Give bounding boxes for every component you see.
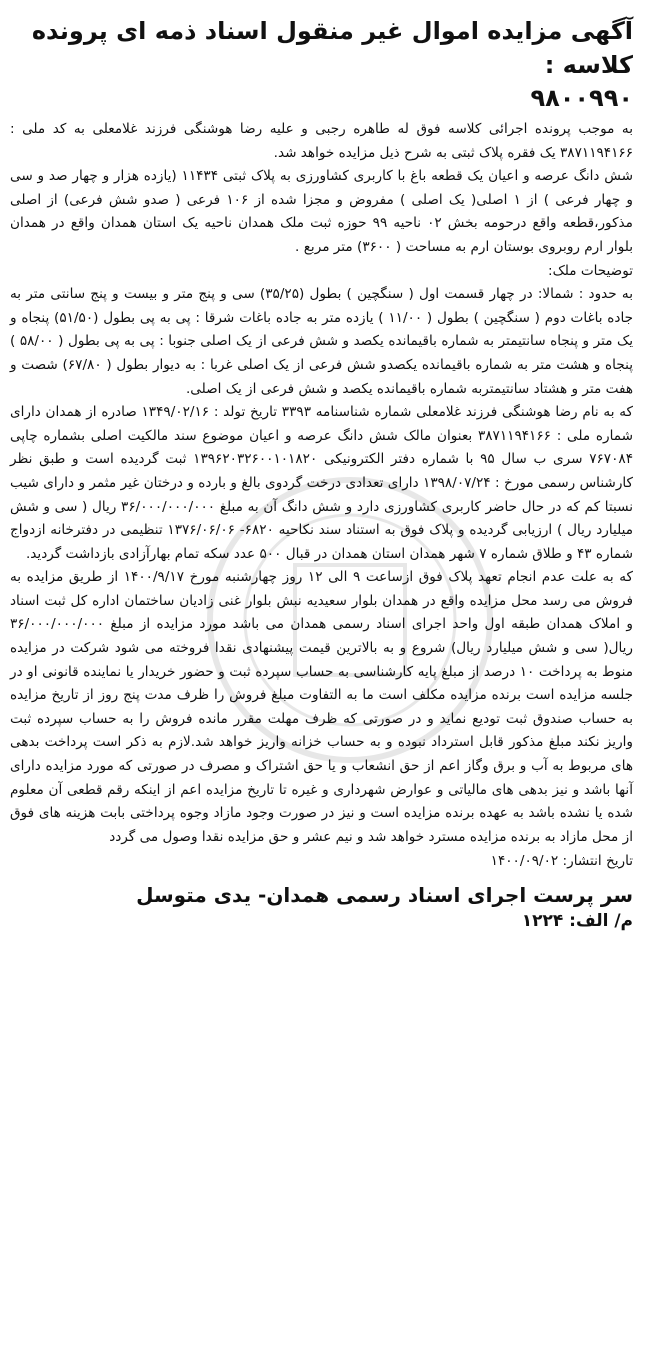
paragraph-intro: به موجب پرونده اجرائی کلاسه فوق له طاهره رجبی و علیه رضا هوشنگی فرزند غلامعلی به کد ملی : ۳۸۷۱۱۹۴۱۶۶ یک فقره پلاک ثبتی به شرح ذیل مزایده خواهد شد. — [10, 121, 633, 161]
paragraph-boundaries: به حدود : شمالا: در چهار قسمت اول ( سنگچین ) بطول (۳۵/۲۵) سی و پنج متر و بیست و پنج سانتی متر به جاده باغات دوم ( سنگچین ) بطول ( ۱۱/۰۰ ) یازده متر به جاده باغات شرقا : پی به پی بطول (۵۱/۵۰) پنجاه و یک متر و پنجاه سانتیمتر به شماره باقیمانده یکصد و شش فرعی از یک اصلی جنوبا : پی به پی بطول ( ۵۸/۰۰ ) پنجاه و هشت متر به شماره باقیمانده یکصدو شش فرعی از یک اصلی غربا : به دیوار بطول ( ۶۷/۸۰) شصت و هفت متر و هشتاد سانتیمتربه شماره باقیمانده یکصد و شش فرعی از یک اصلی. — [10, 286, 634, 397]
notice-body — [10, 118, 633, 849]
paragraph-property: شش دانگ عرصه و اعیان یک قطعه باغ با کاربری کشاورزی به پلاک ثبتی ۱۱۴۳۴ (یازده هزار و چهار صد و سی و چهار فرعی ) از ۱ اصلی( یک اصلی ) مفروض و مجزا شده از ۱۰۶ فرعی ( صدو شش فرعی) از اصلی مذکور،قطعه واقع درحومه بخش ۰۲ ناحیه ۹۹ حوزه ثبت ملک همدان ناحیه یک استان همدان واقع در همدان بلوار ارم روبروی بوستان ارم به مساحت ( ۳۶۰۰) متر مربع . — [10, 168, 633, 255]
notice-title: آگهی مزایده اموال غیر منقول اسناد ذمه ای پرونده کلاسه : — [31, 17, 633, 79]
paragraph-owner: که به نام رضا هوشنگی فرزند غلامعلی شماره شناسنامه ۳۳۹۳ تاریخ تولد : ۱۳۴۹/۰۲/۱۶ صادره از همدان دارای شماره ملی : ۳۸۷۱۱۹۴۱۶۶ بعنوان مالک شش دانگ عرصه و اعیان موضوع سند مالکیت اصلی بشماره چاپی ۷۶۷۰۸۴ سری ب سال ۹۵ با شماره دفتر الکترونیکی ۱۳۹۶۲۰۳۲۶۰۰۱۰۱۸۲۰ ثبت گردیده است و طبق نظر کارشناس رسمی مورخ : ۱۳۹۸/۰۷/۲۴ دارای تعدادی درخت گردوی بالغ و بارده و درختان غیر مثمر و دارای شیب نسبتا کم که در حال حاضر کاربری کشاورزی دارد و شش دانگ آن به مبلغ ۳۶/۰۰۰/۰۰۰/۰۰۰ ریال ( سی و شش میلیارد ریال ) ارزیابی گردیده و پلاک فوق به استناد سند نکاحیه ۶۸۲۰- ۱۳۷۶/۰۶/۰۶ تنظیمی در دفترخانه ازدواج شماره ۴۳ و طلاق شماره ۷ شهر همدان استان همدان در قبال ۵۰۰ عدد سکه تمام بهارآزادی بازداشت گردید. — [10, 404, 634, 562]
file-number: ۹۸۰۰۹۹۰ — [530, 84, 633, 112]
paragraph-auction-terms: که به علت عدم انجام تعهد پلاک فوق ازساعت ۹ الی ۱۲ روز چهارشنبه مورخ ۱۴۰۰/۹/۱۷ از طریق مزایده به فروش می رسد محل مزایده واقع در همدان بلوار سعیدیه نبش بلوار غنی زادیان ساختمان اداره کل ثبت اسناد و املاک همدان طبقه اول واحد اجرای اسناد رسمی همدان می باشد مورد مزایده از مبلغ ۳۶/۰۰۰/۰۰۰/۰۰۰ ریال( سی و شش میلیارد ریال) شروع و به بالاترین قیمت پیشنهادی نقدا فروخته می شود شرکت در مزایده منوط به پرداخت ۱۰ درصد از مبلغ پایه کارشناسی به حساب سپرده ثبت و حضور خریدار یا نماینده قانونی او در جلسه مزایده است برنده مزایده مکلف است ما به التفاوت مبلغ فروش را ظرف مدت پنج روز از تاریخ مزایده به حساب صندوق ثبت تودیع نماید و در صورتی که ظرف مهلت مقرر مانده فروش را به حساب سپرده ثبت واریز نکند مبلغ مذکور قابل استرداد نبوده و به حساب خزانه واریز خواهد شد.لازم به ذکر است پرداخت بدهی های مربوط به آب و برق وگاز اعم از حق انشعاب و یا حق اشتراک و مصرف در صورتی که مورد مزایده دارای آنها باشد و نیز بدهی های مالیاتی و عوارض شهرداری و غیره تا تاریخ مزایده اعم از اینکه رقم قطعی آن معلوم شده یا نشده باشد به عهده برنده مزایده است و نیز در صورت وجود مازاد وجوه پرداختی بابت هزینه های فوق از محل مازاد به برنده مزایده مسترد خواهد شد و نیم عشر و حق مزایده نقدا وصول می گردد — [10, 569, 633, 845]
signature: سر پرست اجرای اسناد رسمی همدان- یدی متوسل — [136, 883, 633, 908]
reference-number: م/ الف: ۱۲۲۴ — [521, 911, 633, 932]
publish-date: تاریخ انتشار: ۱۴۰۰/۰۹/۰۲ — [490, 853, 633, 870]
paragraph-property-details-heading: توضیحات ملک: — [547, 262, 633, 279]
